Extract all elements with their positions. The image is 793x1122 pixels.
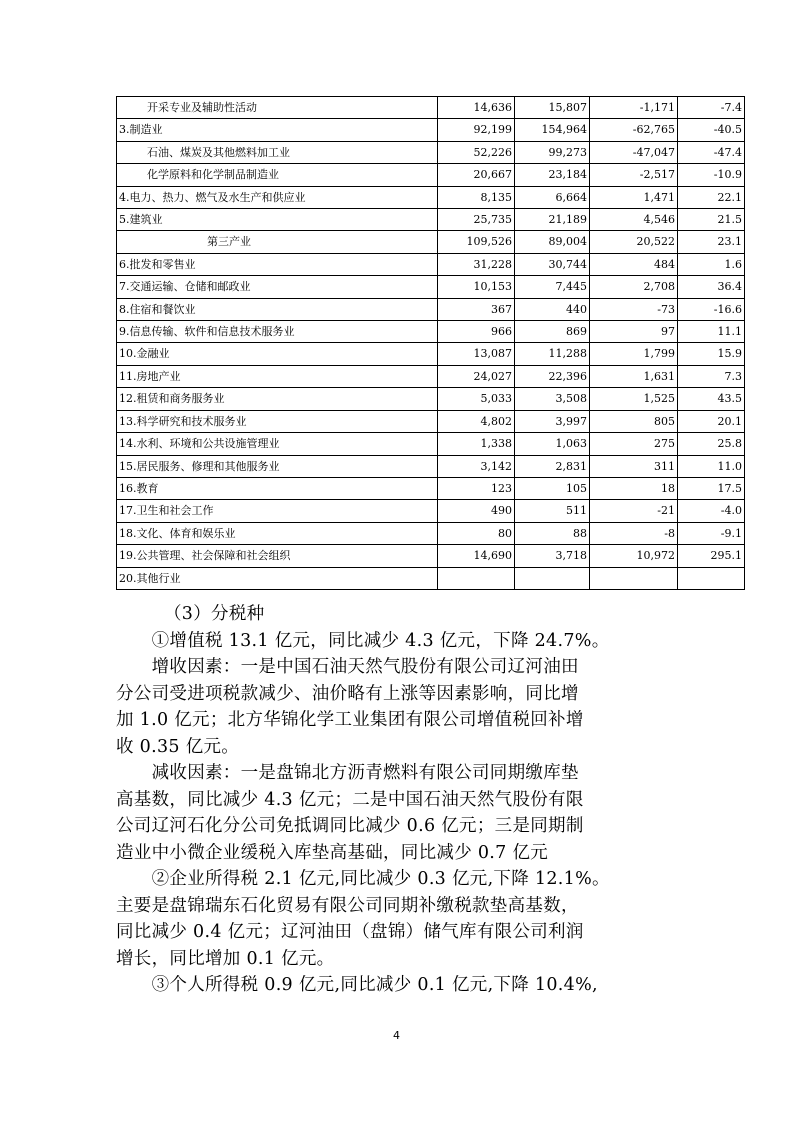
change-amount-cell: 20,522	[590, 231, 678, 253]
industry-cell: 16.教育	[117, 477, 438, 499]
change-amount-cell: -47,047	[590, 141, 678, 163]
current-value-cell: 14,636	[438, 97, 515, 119]
industry-cell: 6.批发和零售业	[117, 253, 438, 275]
change-percent-cell: -40.5	[678, 119, 745, 141]
prior-value-cell: 3,718	[515, 545, 590, 567]
prior-value-cell: 21,189	[515, 209, 590, 231]
table-row	[117, 500, 745, 522]
prior-value-cell: 89,004	[515, 231, 590, 253]
prior-value-cell: 3,997	[515, 410, 590, 432]
table-row	[117, 186, 745, 208]
prior-value-cell: 3,508	[515, 388, 590, 410]
prior-value-cell: 105	[515, 477, 590, 499]
table-row	[117, 209, 745, 231]
prior-value-cell: 869	[515, 321, 590, 343]
change-amount-cell: 10,972	[590, 545, 678, 567]
change-amount-cell: -21	[590, 500, 678, 522]
prior-value-cell	[515, 567, 590, 589]
change-percent-cell: -16.6	[678, 298, 745, 320]
industry-cell: 18.文化、体育和娱乐业	[117, 522, 438, 544]
current-value-cell: 14,690	[438, 545, 515, 567]
change-amount-cell: -2,517	[590, 164, 678, 186]
current-value-cell	[438, 567, 515, 589]
change-percent-cell: 15.9	[678, 343, 745, 365]
table-row	[117, 477, 745, 499]
change-percent-cell: 1.6	[678, 253, 745, 275]
industry-cell: 12.租赁和商务服务业	[117, 388, 438, 410]
industry-cell: 5.建筑业	[117, 209, 438, 231]
table-row	[117, 388, 745, 410]
prior-value-cell: 154,964	[515, 119, 590, 141]
paragraph-line: 减收因素：一是盘锦北方沥青燃料有限公司同期缴库垫	[116, 763, 579, 783]
current-value-cell: 24,027	[438, 365, 515, 387]
current-value-cell: 10,153	[438, 276, 515, 298]
change-percent-cell: -47.4	[678, 141, 745, 163]
paragraph-line: 同比减少 0.4 亿元；辽河油田（盘锦）储气库有限公司利润	[116, 922, 584, 942]
industry-cell: 石油、煤炭及其他燃料加工业	[117, 141, 438, 163]
paragraph-line: ①增值税 13.1 亿元，同比减少 4.3 亿元，下降 24.7%。	[116, 630, 610, 651]
current-value-cell: 367	[438, 298, 515, 320]
table-row	[117, 522, 745, 544]
table-row	[117, 410, 745, 432]
prior-value-cell: 99,273	[515, 141, 590, 163]
prior-value-cell: 30,744	[515, 253, 590, 275]
industry-cell: 3.制造业	[117, 119, 438, 141]
table-row	[117, 321, 745, 343]
change-percent-cell: 11.1	[678, 321, 745, 343]
prior-value-cell: 15,807	[515, 97, 590, 119]
industry-cell: 15.居民服务、修理和其他服务业	[117, 455, 438, 477]
industry-cell: 11.房地产业	[117, 365, 438, 387]
tax-revenue-table	[116, 96, 745, 590]
table-row	[117, 97, 745, 119]
table-row	[117, 231, 745, 253]
paragraph-line: 造业中小微企业缓税入库垫高基础，同比减少 0.7 亿元	[116, 842, 549, 863]
industry-cell: 8.住宿和餐饮业	[117, 298, 438, 320]
change-amount-cell: 4,546	[590, 209, 678, 231]
industry-cell: 13.科学研究和技术服务业	[117, 410, 438, 432]
change-amount-cell: 275	[590, 433, 678, 455]
current-value-cell: 4,802	[438, 410, 515, 432]
current-value-cell: 20,667	[438, 164, 515, 186]
industry-cell: 9.信息传输、软件和信息技术服务业	[117, 321, 438, 343]
industry-cell: 19.公共管理、社会保障和社会组织	[117, 545, 438, 567]
prior-value-cell: 88	[515, 522, 590, 544]
table-row	[117, 253, 745, 275]
table-row	[117, 343, 745, 365]
table-row	[117, 455, 745, 477]
prior-value-cell: 6,664	[515, 186, 590, 208]
change-amount-cell: 1,525	[590, 388, 678, 410]
change-percent-cell: -9.1	[678, 522, 745, 544]
table-row	[117, 119, 745, 141]
prior-value-cell: 11,288	[515, 343, 590, 365]
table-row	[117, 433, 745, 455]
current-value-cell: 490	[438, 500, 515, 522]
prior-value-cell: 22,396	[515, 365, 590, 387]
current-value-cell: 13,087	[438, 343, 515, 365]
section-heading: （3）分税种	[164, 604, 265, 624]
prior-value-cell: 1,063	[515, 433, 590, 455]
change-amount-cell: 2,708	[590, 276, 678, 298]
current-value-cell: 92,199	[438, 119, 515, 141]
table-row	[117, 164, 745, 186]
industry-cell: 开采专业及辅助性活动	[117, 97, 438, 119]
change-amount-cell: 1,799	[590, 343, 678, 365]
change-amount-cell: 311	[590, 455, 678, 477]
paragraph-line: ②企业所得税 2.1 亿元,同比减少 0.3 亿元,下降 12.1%。	[116, 869, 610, 889]
industry-cell: 14.水利、环境和公共设施管理业	[117, 433, 438, 455]
change-amount-cell: 18	[590, 477, 678, 499]
paragraph-line: 增长，同比增加 0.1 亿元。	[116, 948, 335, 969]
table-row	[117, 298, 745, 320]
change-percent-cell: 11.0	[678, 455, 745, 477]
current-value-cell: 3,142	[438, 455, 515, 477]
current-value-cell: 1,338	[438, 433, 515, 455]
industry-cell: 17.卫生和社会工作	[117, 500, 438, 522]
table-row	[117, 567, 745, 589]
paragraph-line: 主要是盘锦瑞东石化贸易有限公司同期补缴税款垫高基数，	[116, 895, 579, 916]
table-row	[117, 141, 745, 163]
prior-value-cell: 7,445	[515, 276, 590, 298]
change-amount-cell: 484	[590, 253, 678, 275]
change-percent-cell: -4.0	[678, 500, 745, 522]
paragraph-line: 高基数，同比减少 4.3 亿元；二是中国石油天然气股份有限	[116, 789, 584, 810]
table-row	[117, 365, 745, 387]
table-row	[117, 276, 745, 298]
change-percent-cell: 17.5	[678, 477, 745, 499]
change-percent-cell: -7.4	[678, 97, 745, 119]
current-value-cell: 109,526	[438, 231, 515, 253]
change-percent-cell: 7.3	[678, 365, 745, 387]
change-amount-cell: 1,471	[590, 186, 678, 208]
current-value-cell: 8,135	[438, 186, 515, 208]
current-value-cell: 52,226	[438, 141, 515, 163]
prior-value-cell: 440	[515, 298, 590, 320]
current-value-cell: 25,735	[438, 209, 515, 231]
table-row	[117, 545, 745, 567]
current-value-cell: 123	[438, 477, 515, 499]
current-value-cell: 966	[438, 321, 515, 343]
change-amount-cell: 805	[590, 410, 678, 432]
change-amount-cell	[590, 567, 678, 589]
page-number: 4	[393, 1029, 400, 1042]
industry-cell: 7.交通运输、仓储和邮政业	[117, 276, 438, 298]
industry-cell: 4.电力、热力、燃气及水生产和供应业	[117, 186, 438, 208]
change-amount-cell: -62,765	[590, 119, 678, 141]
prior-value-cell: 2,831	[515, 455, 590, 477]
change-percent-cell: 25.8	[678, 433, 745, 455]
prior-value-cell: 23,184	[515, 164, 590, 186]
change-percent-cell	[678, 567, 745, 589]
paragraph-line: 收 0.35 亿元。	[116, 736, 240, 757]
industry-cell: 第三产业	[117, 231, 438, 253]
paragraph-line: 增收因素：一是中国石油天然气股份有限公司辽河油田	[116, 657, 579, 677]
paragraph-line: 加 1.0 亿元；北方华锦化学工业集团有限公司增值税回补增	[116, 710, 584, 730]
paragraph-line: 分公司受进项税款减少、油价略有上涨等因素影响，同比增	[116, 683, 579, 704]
paragraph-line: 公司辽河石化分公司免抵调同比减少 0.6 亿元；三是同期制	[116, 816, 584, 836]
change-amount-cell: -8	[590, 522, 678, 544]
industry-cell: 化学原料和化学制品制造业	[117, 164, 438, 186]
current-value-cell: 80	[438, 522, 515, 544]
change-percent-cell: 20.1	[678, 410, 745, 432]
section-body	[116, 601, 674, 999]
change-amount-cell: -1,171	[590, 97, 678, 119]
change-amount-cell: 97	[590, 321, 678, 343]
change-percent-cell: 295.1	[678, 545, 745, 567]
paragraph-line: ③个人所得税 0.9 亿元,同比减少 0.1 亿元,下降 10.4%,	[116, 975, 598, 995]
change-percent-cell: 23.1	[678, 231, 745, 253]
industry-cell: 20.其他行业	[117, 567, 438, 589]
change-percent-cell: 22.1	[678, 186, 745, 208]
industry-cell: 10.金融业	[117, 343, 438, 365]
change-percent-cell: 43.5	[678, 388, 745, 410]
change-percent-cell: 36.4	[678, 276, 745, 298]
change-percent-cell: 21.5	[678, 209, 745, 231]
change-amount-cell: 1,631	[590, 365, 678, 387]
change-amount-cell: -73	[590, 298, 678, 320]
current-value-cell: 31,228	[438, 253, 515, 275]
prior-value-cell: 511	[515, 500, 590, 522]
change-percent-cell: -10.9	[678, 164, 745, 186]
current-value-cell: 5,033	[438, 388, 515, 410]
